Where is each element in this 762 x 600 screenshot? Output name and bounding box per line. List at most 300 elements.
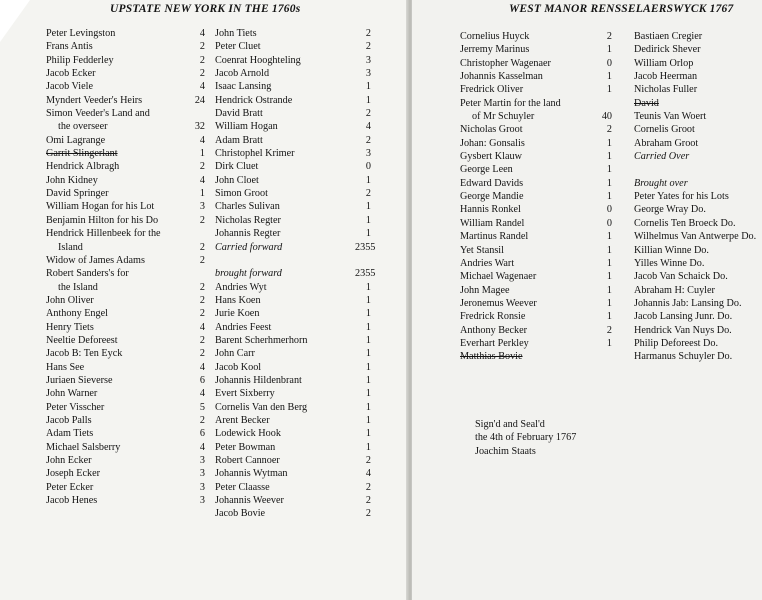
entry-name: Hannis Ronkel (460, 204, 521, 216)
list-entry (215, 40, 371, 53)
list-entry (634, 43, 762, 56)
list-entry (460, 177, 616, 190)
entry-value: 1 (606, 297, 612, 309)
list-entry (215, 267, 376, 280)
entry-name: Johannis Jab: Lansing Do. (634, 297, 742, 309)
entry-value: 4 (199, 361, 205, 373)
list-entry (46, 40, 206, 53)
list-entry (460, 350, 616, 363)
entry-value: 1 (606, 244, 612, 256)
list-entry (460, 163, 616, 176)
entry-value: 1 (365, 94, 371, 106)
entry-name: Wilhelmus Van Antwerpe Do. (634, 231, 757, 243)
entry-value: 4 (199, 28, 205, 39)
entry-value: 2 (606, 31, 612, 42)
entry-value: 2 (199, 68, 205, 80)
list-entry (634, 230, 762, 243)
entry-name: Lodewick Hook (215, 428, 281, 440)
list-entry (46, 454, 206, 467)
list-entry (46, 294, 206, 307)
entry-name: Dirk Cluet (215, 161, 259, 173)
entry-value: 1 (365, 281, 371, 293)
list-entry (460, 190, 616, 203)
list-entry (46, 307, 206, 320)
entry-value: 2355 (355, 241, 376, 253)
entry-name: Gysbert Klauw (460, 151, 522, 163)
list-entry (46, 374, 206, 387)
entry-name: Adam Bratt (215, 134, 263, 146)
entry-name: John Ecker (46, 455, 92, 466)
entry-value: 2 (199, 214, 205, 226)
entry-value: 1 (365, 348, 371, 360)
entry-name: Fredrick Ronsie (460, 311, 526, 323)
entry-name: Coenrat Hooghteling (215, 54, 301, 66)
entry-name: Myndert Veeder's Heirs (46, 94, 143, 106)
list-entry (46, 494, 206, 507)
entry-name: David Bratt (215, 108, 263, 120)
entry-name: Abraham Groot (634, 137, 699, 149)
entry-value: 1 (365, 428, 371, 440)
entry-name: Hans Koen (215, 294, 261, 306)
list-entry (634, 324, 762, 337)
entry-value: 1 (606, 164, 612, 176)
entry-name: Hans See (46, 361, 85, 373)
entry-name: Johannis Hildenbrant (215, 374, 302, 386)
entry-name: Hendrick Van Nuys Do. (634, 324, 732, 336)
list-entry (46, 200, 206, 213)
entry-value: 24 (194, 94, 205, 106)
left-page-header: UPSTATE NEW YORK IN THE 1760s (110, 3, 301, 15)
entry-name: Andries Wyt (215, 281, 267, 293)
entry-name: Benjamin Hilton for his Do (46, 214, 159, 226)
left-column-2 (215, 27, 376, 521)
entry-name: Charles Sulivan (215, 201, 280, 213)
entry-name-continued: of Mr Schuyler (472, 111, 535, 123)
entry-value: 4 (199, 134, 205, 146)
list-entry (215, 27, 371, 40)
list-entry (634, 203, 762, 216)
list-entry (634, 350, 762, 363)
entry-name: Michael Wagenaer (460, 271, 537, 283)
list-entry (634, 70, 762, 83)
entry-name: Hendrick Albragh (46, 161, 120, 173)
entry-name: Barent Scherhmerhorn (215, 334, 308, 346)
entry-name: Anthony Engel (46, 308, 108, 320)
entry-value: 2 (199, 241, 205, 253)
entry-name: David (634, 97, 659, 109)
entry-value: 3 (199, 201, 205, 213)
entry-value: 1 (606, 337, 612, 349)
entry-value: 1 (606, 44, 612, 56)
entry-value: 1 (365, 374, 371, 386)
list-entry (460, 30, 616, 43)
entry-name: Peter Bowman (215, 441, 276, 453)
list-entry (215, 481, 371, 494)
list-entry (634, 217, 762, 230)
entry-value: 2 (365, 28, 371, 39)
entry-name: Fredrick Oliver (460, 84, 524, 96)
entry-name: John Oliver (46, 294, 94, 306)
list-entry (215, 241, 376, 254)
entry-name: Jacob Arnold (215, 68, 270, 80)
entry-value: 2 (199, 294, 205, 306)
entry-name: Everhart Perkley (460, 337, 529, 349)
entry-name: Peter Ecker (46, 481, 94, 493)
entry-value: 1 (365, 441, 371, 453)
entry-name: Philip Deforeest Do. (634, 337, 719, 349)
list-entry (634, 257, 762, 270)
entry-value: 0 (606, 217, 612, 229)
entry-name: Hendrick Hillenbeek for the (46, 228, 161, 240)
entry-value: 2 (199, 348, 205, 360)
entry-value: 2 (365, 134, 371, 146)
list-entry (460, 324, 616, 337)
entry-name-continued: the overseer (58, 121, 108, 133)
entry-value: 4 (199, 441, 205, 453)
entry-name: Evert Sixberry (215, 388, 275, 400)
entry-value: 4 (199, 81, 205, 93)
entry-value: 1 (606, 177, 612, 189)
entry-name: George Wray Do. (634, 204, 706, 216)
entry-name: Abraham H: Cuyler (634, 284, 715, 296)
entry-value: 2 (199, 41, 205, 53)
list-entry (215, 454, 371, 467)
entry-name: Teunis Van Woert (634, 111, 707, 123)
list-entry (46, 214, 206, 227)
list-entry (46, 361, 206, 374)
list-entry (46, 254, 206, 267)
list-entry (460, 257, 616, 270)
entry-name: Bastiaen Cregier (634, 31, 703, 42)
entry-value: 40 (601, 111, 612, 123)
entry-value: 1 (365, 201, 371, 213)
list-entry (215, 94, 371, 107)
entry-value: 4 (199, 388, 205, 400)
list-entry (634, 177, 762, 190)
entry-value: 1 (199, 148, 205, 160)
list-entry (460, 83, 616, 96)
entry-name: Omi Lagrange (46, 134, 106, 146)
entry-name: Jurie Koen (215, 308, 260, 320)
list-entry (460, 97, 616, 124)
left-column-1 (46, 27, 206, 507)
entry-value: 4 (365, 121, 371, 133)
list-entry (215, 361, 371, 374)
entry-name: Edward Davids (460, 177, 524, 189)
list-entry (46, 187, 206, 200)
entry-value: 2 (606, 124, 612, 136)
entry-name: Nicholas Groot (460, 124, 523, 136)
list-entry (46, 107, 206, 134)
entry-name: Carried forward (215, 241, 283, 253)
list-entry (460, 337, 616, 350)
entry-value: 2 (199, 414, 205, 426)
list-entry (46, 134, 206, 147)
entry-name: Jacob Heerman (634, 71, 698, 83)
entry-value: 2 (199, 334, 205, 346)
entry-name: John Carr (215, 348, 255, 360)
list-entry (634, 337, 762, 350)
entry-name: John Warner (46, 388, 98, 400)
list-entry (46, 401, 206, 414)
entry-value: 2 (365, 188, 371, 200)
list-entry (46, 54, 206, 67)
list-entry (46, 147, 206, 160)
list-entry (460, 137, 616, 150)
list-entry (46, 67, 206, 80)
entry-name: Jerremy Marinus (460, 44, 530, 56)
entry-value: 3 (365, 148, 371, 160)
entry-value: 1 (606, 231, 612, 243)
entry-value: 2 (365, 508, 371, 520)
entry-value: 2 (365, 481, 371, 493)
entry-name: Dedirick Shever (634, 44, 701, 56)
list-entry (46, 427, 206, 440)
list-entry (634, 190, 762, 203)
entry-name: Jacob Henes (46, 495, 98, 507)
entry-value: 1 (365, 294, 371, 306)
entry-name: Peter Cluet (215, 41, 261, 53)
list-entry (215, 107, 371, 120)
list-entry (634, 284, 762, 297)
entry-name: Peter Martin for the land (460, 97, 561, 109)
entry-value: 0 (365, 161, 371, 173)
list-entry (215, 321, 371, 334)
entry-name: Jacob Kool (215, 361, 262, 373)
entry-name: Nicholas Regter (215, 214, 281, 226)
entry-name: William Randel (460, 217, 525, 229)
entry-value: 1 (365, 228, 371, 240)
entry-name: Arent Becker (215, 414, 270, 426)
entry-name-continued: Island (58, 241, 83, 253)
list-entry (460, 70, 616, 83)
list-entry (46, 94, 206, 107)
entry-value: 3 (199, 495, 205, 507)
list-entry (634, 110, 762, 123)
list-entry (634, 150, 762, 163)
entry-name: Isaac Lansing (215, 81, 272, 93)
entry-value: 3 (365, 54, 371, 66)
section-gap (215, 254, 360, 267)
entry-name: William Hogan (215, 121, 278, 133)
entry-value: 0 (606, 57, 612, 69)
entry-name: Cornelis Van den Berg (215, 401, 308, 413)
list-entry (215, 214, 371, 227)
list-entry (215, 227, 371, 240)
list-entry (215, 374, 371, 387)
entry-name: George Leen (460, 164, 513, 176)
entry-value: 2 (199, 308, 205, 320)
entry-value: 4 (365, 468, 371, 480)
entry-name: Nicholas Fuller (634, 84, 698, 96)
entry-value: 1 (606, 271, 612, 283)
entry-name: Cornelius Huyck (460, 31, 530, 42)
list-entry (215, 334, 371, 347)
list-entry (46, 267, 206, 294)
entry-name: William Hogan for his Lot (46, 201, 155, 213)
entry-value: 1 (365, 388, 371, 400)
list-entry (46, 347, 206, 360)
entry-value: 2 (199, 281, 205, 293)
entry-name: Brought over (634, 177, 688, 189)
entry-name: Widow of James Adams (46, 254, 145, 266)
list-entry (634, 57, 762, 70)
entry-value: 2 (365, 455, 371, 466)
entry-value: 3 (199, 481, 205, 493)
entry-name: Johan: Gonsalis (460, 137, 525, 149)
entry-name: Yilles Winne Do. (634, 257, 705, 269)
entry-value: 32 (194, 121, 205, 133)
list-entry (460, 297, 616, 310)
entry-name: Robert Cannoer (215, 455, 280, 466)
entry-name: Henry Tiets (46, 321, 94, 333)
right-column-2 (634, 30, 762, 364)
entry-value: 3 (199, 468, 205, 480)
entry-name: Jacob B: Ten Eyck (46, 348, 123, 360)
entry-name: Frans Antis (46, 41, 93, 53)
list-entry (460, 123, 616, 136)
right-column-1 (460, 30, 616, 364)
signed-line: Sign'd and Seal'd (475, 419, 545, 430)
entry-name: Peter Visscher (46, 401, 105, 413)
entry-name-continued: the Island (58, 281, 98, 293)
list-entry (460, 150, 616, 163)
list-entry (634, 244, 762, 257)
entry-name: Johannis Wytman (215, 468, 288, 480)
entry-name: Carried Over (634, 151, 690, 163)
list-entry (634, 123, 762, 136)
entry-value: 2 (199, 161, 205, 173)
list-entry (46, 334, 206, 347)
entry-name: Johannis Kasselman (460, 71, 543, 83)
entry-name: Martinus Randel (460, 231, 529, 243)
list-entry (215, 347, 371, 360)
entry-name: Christopher Wagenaer (460, 57, 551, 69)
list-entry (46, 467, 206, 480)
list-entry (215, 80, 371, 93)
signature-block (475, 418, 576, 458)
entry-value: 5 (199, 401, 205, 413)
entry-name: John Kidney (46, 174, 98, 186)
entry-name: Adam Tiets (46, 428, 94, 440)
list-entry (634, 297, 762, 310)
entry-value: 1 (365, 321, 371, 333)
list-entry (634, 137, 762, 150)
entry-name: Robert Sanders's for (46, 268, 129, 280)
list-entry (46, 27, 206, 40)
entry-value: 2 (365, 41, 371, 53)
entry-name: Peter Claasse (215, 481, 270, 493)
entry-name: John Magee (460, 284, 510, 296)
list-entry (460, 270, 616, 283)
list-entry (634, 97, 762, 110)
entry-name: William Orlop (634, 57, 694, 69)
list-entry (215, 387, 371, 400)
entry-name: Philip Fedderley (46, 54, 114, 66)
entry-value: 1 (606, 71, 612, 83)
entry-name: Andries Feest (215, 321, 272, 333)
list-entry (460, 230, 616, 243)
entry-name: John Tiets (215, 28, 257, 39)
entry-value: 1 (606, 151, 612, 163)
entry-value: 1 (606, 191, 612, 203)
folded-corner (0, 0, 30, 42)
entry-value: 1 (365, 361, 371, 373)
entry-name: Anthony Becker (460, 324, 528, 336)
list-entry (460, 203, 616, 216)
entry-name: Jacob Van Schaick Do. (634, 271, 728, 283)
list-entry (46, 321, 206, 334)
entry-name: Garrit Slingerlant (46, 148, 118, 160)
entry-value: 2 (606, 324, 612, 336)
list-entry (215, 120, 371, 133)
list-entry (634, 270, 762, 283)
section-gap (634, 163, 762, 176)
entry-name: Simon Veeder's Land and (46, 108, 150, 120)
entry-name: Matthias Bovie (460, 351, 523, 363)
list-entry (460, 217, 616, 230)
list-entry (46, 227, 206, 254)
entry-value: 2 (199, 254, 205, 266)
list-entry (215, 187, 371, 200)
entry-value: 4 (199, 174, 205, 186)
entry-value: 2 (365, 108, 371, 120)
entry-value: 4 (199, 321, 205, 333)
entry-value: 1 (365, 308, 371, 320)
entry-value: 2 (199, 54, 205, 66)
list-entry (215, 147, 371, 160)
entry-name: Peter Yates for his Lots (634, 191, 729, 203)
list-entry (460, 57, 616, 70)
entry-value: 6 (199, 428, 205, 440)
list-entry (215, 67, 371, 80)
entry-value: 0 (606, 204, 612, 216)
list-entry (46, 174, 206, 187)
list-entry (634, 30, 762, 43)
entry-name: Juriaen Sieverse (46, 374, 113, 386)
entry-name: John Cloet (215, 174, 259, 186)
entry-value: 1 (365, 81, 371, 93)
list-entry (215, 414, 371, 427)
entry-name: Jacob Ecker (46, 68, 96, 80)
entry-name: Joseph Ecker (46, 468, 101, 480)
entry-value: 1 (606, 257, 612, 269)
list-entry (46, 160, 206, 173)
entry-name: Peter Levingston (46, 28, 116, 39)
entry-name: Killian Winne Do. (634, 244, 709, 256)
list-entry (215, 441, 371, 454)
entry-name: Cornelis Ten Broeck Do. (634, 217, 736, 229)
entry-name: Jacob Lansing Junr. Do. (634, 311, 733, 323)
list-entry (215, 507, 371, 520)
entry-name: Johannis Weever (215, 495, 284, 507)
entry-name: Cornelis Groot (634, 124, 695, 136)
list-entry (460, 284, 616, 297)
list-entry (460, 43, 616, 56)
entry-value: 1 (606, 311, 612, 323)
list-entry (634, 83, 762, 96)
right-page (412, 0, 762, 600)
list-entry (215, 427, 371, 440)
entry-value: 3 (365, 68, 371, 80)
entry-value: 3 (199, 455, 205, 466)
list-entry (460, 244, 616, 257)
list-entry (46, 414, 206, 427)
entry-value: 6 (199, 374, 205, 386)
entry-value: 1 (606, 84, 612, 96)
entry-name: Harmanus Schuyler Do. (634, 351, 733, 363)
entry-name: Jacob Viele (46, 81, 94, 93)
